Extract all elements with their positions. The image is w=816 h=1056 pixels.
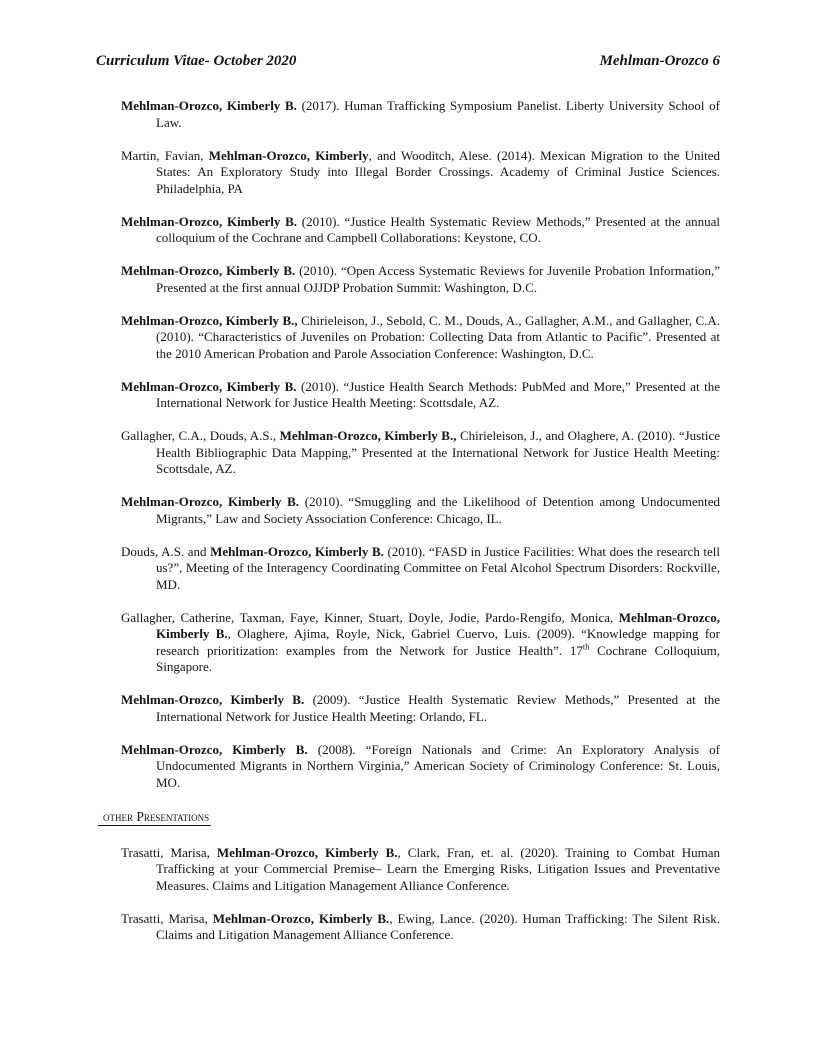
- reference-entry: [96, 379, 720, 412]
- author-name-bold: Mehlman-Orozco, Kimberly B.: [121, 741, 308, 757]
- reference-entry: [96, 610, 720, 676]
- author-name-bold: Mehlman-Orozco, Kimberly B.: [210, 543, 384, 559]
- entry-text: Gallagher, C.A., Douds, A.S.,: [121, 428, 280, 443]
- entry-text: (2010). “Justice Health Systematic Review Methods,” Presented at the annual colloquium of the Cochrane and Campbell Collaborations: Keystone, CO.: [156, 213, 720, 245]
- reference-entry: [96, 742, 720, 792]
- entry-text: Trasatti, Marisa,: [121, 910, 213, 926]
- author-name-bold: Mehlman-Orozco, Kimberly B.: [121, 263, 296, 278]
- author-name-bold: Mehlman-Orozco, Kimberly B.: [121, 692, 305, 707]
- author-name-bold: Mehlman-Orozco, Kimberly: [208, 147, 369, 163]
- section-heading-text: [98, 808, 211, 826]
- entry-text: Chirieleison, J., and Olaghere, A. (2010). “Justice Health Bibliographic Data Mapping,” Presented at the International Network for Justice Health Meeting: Scottsdale, AZ.: [156, 428, 721, 476]
- reference-entry: [96, 214, 720, 247]
- author-name-bold: Mehlman-Orozco, Kimberly B.: [121, 494, 300, 509]
- reference-entry: [96, 692, 720, 725]
- document-body: [96, 98, 720, 944]
- conference-presentations-list: [96, 98, 720, 791]
- author-name-bold: Mehlman-Orozco, Kimberly B.: [121, 378, 297, 394]
- entry-text: Douds, A.S. and: [121, 543, 211, 559]
- entry-text: , Clark, Fran, et. al. (2020). Training to Combat Human Trafficking at your Commercial Premise– Learn the Emerging Risks, Litigation Issues and Preventative Measures. Claims and Litigation Management Alliance Conference.: [156, 844, 720, 893]
- reference-entry: [96, 148, 720, 198]
- entry-text: Cochrane Colloquium, Singapore.: [156, 642, 720, 674]
- entry-text: Gallagher, Catherine, Taxman, Faye, Kinner, Stuart, Doyle, Jodie, Pardo-Rengifo, Monica,: [121, 609, 619, 625]
- author-name-bold: Mehlman-Orozco, Kimberly B.: [212, 910, 390, 926]
- reference-entry: [96, 98, 720, 131]
- entry-text: , Ewing, Lance. (2020). Human Trafficking: The Silent Risk. Claims and Litigation Management Alliance Conference.: [156, 910, 720, 942]
- section-heading-other-presentations: [98, 808, 720, 826]
- entry-text: , Olaghere, Ajima, Royle, Nick, Gabriel Cuervo, Luis. (2009). “Knowledge mapping for research prioritization: examples from the Network for Justice Health”. 17: [156, 626, 721, 658]
- section-heading-word: other: [103, 808, 133, 824]
- author-name-bold: Mehlman-Orozco, Kimberly B.: [216, 844, 398, 860]
- entry-text: (2010). “Smuggling and the Likelihood of Detention among Undocumented Migrants,” Law and Society Association Conference: Chicago, IL.: [156, 494, 721, 526]
- entry-text: (2010). “FASD in Justice Facilities: What does the research tell us?”, Meeting of the Interagency Coordinating Committee on Fetal Alcohol Spectrum Disorders: Rockville, MD.: [156, 543, 721, 592]
- header-page-number: Mehlman-Orozco 6: [599, 53, 720, 69]
- reference-entry: [96, 263, 720, 296]
- entry-text: (2008). “Foreign Nationals and Crime: An Exploratory Analysis of Undocumented Migrants in Northern Virginia,” American Society of Criminology Conference: St. Louis, MO.: [156, 741, 720, 790]
- reference-entry: [96, 313, 720, 363]
- reference-entry: [96, 845, 720, 895]
- author-name-bold: Mehlman-Orozco, Kimberly B.: [121, 98, 297, 113]
- author-name-bold: Mehlman-Orozco, Kimberly B.: [121, 213, 298, 229]
- entry-text: (2010). “Open Access Systematic Reviews for Juvenile Probation Information,” Presented at the first annual OJJDP Probation Summit: Washington, D.C.: [156, 263, 720, 295]
- entry-text: (2017). Human Trafficking Symposium Panelist. Liberty University School of Law.: [156, 98, 720, 130]
- header-title: Curriculum Vitae- October 2020: [96, 53, 297, 69]
- author-name-bold: Mehlman-Orozco, Kimberly B.: [156, 609, 720, 641]
- reference-entry: [96, 428, 720, 478]
- author-name-bold: Mehlman-Orozco, Kimberly B.,: [279, 428, 457, 443]
- entry-text: Chirieleison, J., Sebold, C. M., Douds, A., Gallagher, A.M., and Gallagher, C.A. (2010). “Characteristics of Juveniles on Probation: Collecting Data from Atlantic to Pacific”. Presented at the 2010 American Probation and Parole Association Conference: Washington, D.C.: [156, 312, 721, 361]
- entry-text: (2009). “Justice Health Systematic Review Methods,” Presented at the International Network for Justice Health Meeting: Orlando, FL.: [156, 692, 721, 724]
- entry-text: , and Wooditch, Alese. (2014). Mexican Migration to the United States: An Exploratory Study into Illegal Border Crossings. Academy of Criminal Justice Sciences. Philadelphia, PA: [156, 147, 720, 196]
- entry-text: Martin, Favian,: [121, 147, 209, 163]
- other-presentations-list: [96, 845, 720, 944]
- reference-entry: [96, 494, 720, 527]
- entry-text: (2010). “Justice Health Search Methods: PubMed and More,” Presented at the International Network for Justice Health Meeting: Scottsdale, AZ.: [156, 378, 721, 410]
- reference-entry: [96, 544, 720, 594]
- reference-entry: [96, 911, 720, 944]
- author-name-bold: Mehlman-Orozco, Kimberly B.,: [121, 312, 298, 328]
- section-heading-word: Presentations: [133, 808, 210, 824]
- ordinal-superscript: th: [582, 641, 590, 652]
- page-header: [96, 53, 720, 70]
- entry-text: Trasatti, Marisa,: [121, 844, 217, 860]
